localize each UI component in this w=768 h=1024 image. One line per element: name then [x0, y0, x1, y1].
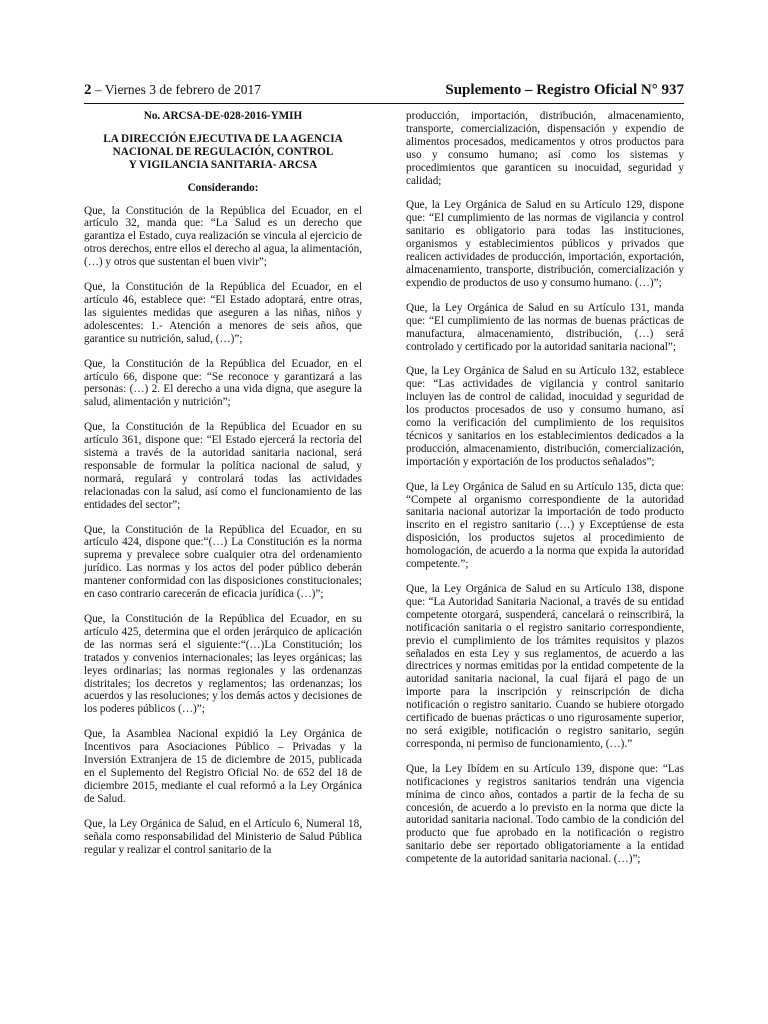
publication-title: Suplemento – Registro Oficial N° 937 — [445, 82, 684, 98]
issuing-authority — [84, 133, 362, 172]
whereas-paragraph: Que, la Constitución de la República del Ecuador, en el artículo 66, dispone que: “Se reconoce y garantizará a las personas: (…) 2. El derecho a una vida digna, que asegure la salud, alimentación y nutrición”; — [84, 357, 362, 409]
whereas-paragraph: Que, la Constitución de la República del Ecuador, en su artículo 424, dispone que:“(…) La Constitución es la norma suprema y prevalece sobre cualquier otra del ordenamiento jurídico. Las normas y los actos del poder público deberán mantener conformidad con las disposiciones constitucionales; en caso contrario carecerán de eficacia jurídica (…)”; — [84, 523, 362, 601]
authority-line: NACIONAL DE REGULACIÓN, CONTROL — [112, 145, 334, 158]
whereas-paragraph: Que, la Ley Ibídem en su Artículo 139, dispone que: “Las notificaciones y registros sanitarios tendrán una vigencia mínima de cinco años, contados a partir de la fecha de su concesión, de acuerdo a lo previsto en la norma que dicte la autoridad sanitaria nacional. Todo cambio de la condición del producto que fue aprobado en la notificación o registro sanitario debe ser reportado obligatoriamente a la entidad competente de la autoridad sanitaria nacional. (…)”; — [406, 762, 684, 866]
page-number: 2 — [84, 82, 92, 98]
document-number: No. ARCSA-DE-028-2016-YMIH — [143, 110, 303, 122]
publication-date: – Viernes 3 de febrero de 2017 — [94, 82, 262, 97]
page-header — [84, 82, 684, 102]
authority-line: Y VIGILANCIA SANITARIA- ARCSA — [128, 158, 318, 171]
whereas-paragraph: Que, la Constitución de la República del Ecuador, en el artículo 32, manda que: “La Salud es un derecho que garantiza el Estado, cuya realización se vincula al ejercicio de otros derechos, entre ellos el derecho al agua, la alimentación, (…) y otros que sustentan el buen vivir”; — [84, 204, 362, 269]
whereas-paragraph: Que, la Ley Orgánica de Salud en su Artículo 138, dispone que: “La Autoridad Sanitaria Nacional, a través de su entidad competente otorgará, suspenderá, cancelará o reinscribirá, la notificación sanitaria o el registro sanitario correspondiente, previo el cumplimiento de los trámites requisitos y plazos señalados en esta Ley y sus reglamentos, de acuerdo a las directrices y normas emitidas por la entidad competente de la autoridad sanitaria nacional, la cual fijará el pago de un importe para la inscripción y reinscripción de dicha notificación o registro sanitario. Cuando se hubiere otorgado certificado de buenas prácticas o uno rigurosamente superior, no será exigible, notificación o registro sanitario, según corresponda, ni permiso de funcionamiento, (…).” — [406, 583, 684, 750]
whereas-paragraph: Que, la Ley Orgánica de Salud en su Artículo 131, manda que: “El cumplimiento de las normas de buenas prácticas de manufactura, almacenamiento, distribución, (…) será controlado y certificado por la autoridad sanitaria nacional”; — [406, 301, 684, 353]
header-rule — [84, 103, 684, 104]
authority-line: LA DIRECCIÓN EJECUTIVA DE LA AGENCIA — [103, 132, 343, 145]
right-column — [406, 110, 684, 878]
whereas-paragraph: Que, la Ley Orgánica de Salud en su Artículo 135, dicta que: “Compete al organismo correspondiente de la autoridad sanitaria nacional autorizar la importación de todo producto inscrito en el registro sanitario (…) y Exceptúense de esta disposición, los productos sujetos al procedimiento de homologación, de acuerdo a la norma que expida la autoridad competente.”; — [406, 480, 684, 571]
whereas-paragraph: producción, importación, distribución, almacenamiento, transporte, comercialización, dispensación y expendio de alimentos procesados, medicamentos y otros productos para uso y consumo humano; así como los sistemas y procedimientos que garanticen su inocuidad, seguridad y calidad; — [406, 110, 684, 187]
whereas-paragraph: Que, la Ley Orgánica de Salud en su Artículo 129, dispone que: “El cumplimiento de las normas de vigilancia y control sanitario es obligatorio para todas las instituciones, organismos y establecimientos públicos y privados que realicen actividades de producción, importación, exportación, almacenamiento, transporte, distribución, comercialización y expendio de productos de uso y consumo humano. (…)”; — [406, 199, 684, 289]
whereas-paragraph: Que, la Constitución de la República del Ecuador, en su artículo 425, determina que el orden jerárquico de aplicación de las normas será el siguiente:“(…)La Constitución; los tratados y convenios internacionales; las leyes orgánicas; las leyes ordinarias; las normas regionales y las ordenanzas distritales; los decretos y reglamentos; las ordenanzas; los acuerdos y las resoluciones; y los demás actos y decisiones de los poderes públicos (…)”; — [84, 613, 362, 716]
whereas-paragraph: Que, la Asamblea Nacional expidió la Ley Orgánica de Incentivos para Asociaciones Público – Privadas y la Inversión Extranjera de 15 de diciembre de 2015, publicada en el Suplemento del Registro Oficial No. de 652 del 18 de diciembre 2015, mediante el cual reformó a la Ley Orgánica de Salud. — [84, 728, 362, 805]
whereas-paragraph: Que, la Constitución de la República del Ecuador en su artículo 361, dispone que: “El Estado ejercerá la rectoría del sistema a través de la autoridad sanitaria nacional, será responsable de formular la política nacional de salud, y normará, regulará y controlará todas las actividades relacionadas con la salud, así como el funcionamiento de las entidades del sector”; — [84, 421, 362, 511]
whereas-paragraph: Que, la Ley Orgánica de Salud en su Artículo 132, establece que: “Las actividades de vigilancia y control sanitario incluyen las de control de calidad, inocuidad y seguridad de los productos procesados de uso y consumo humano, así como la verificación del cumplimiento de los requisitos técnicos y sanitarios en los establecimientos dedicados a la producción, almacenamiento, distribución, comercialización, importación y exportación de los productos señalados”; — [406, 365, 684, 468]
whereas-paragraph: Que, la Ley Orgánica de Salud, en el Artículo 6, Numeral 18, señala como responsabilidad del Ministerio de Salud Pública regular y realizar el control sanitario de la — [84, 817, 362, 856]
header-left — [84, 82, 261, 99]
considering-heading: Considerando: — [187, 181, 259, 194]
whereas-paragraph: Que, la Constitución de la República del Ecuador, en el artículo 46, establece que: “El Estado adoptará, entre otras, las siguientes medidas que aseguren a las niñas, niños y adolescentes: 1.- Atención a menores de seis años, que garantice su nutrición, salud, (…)”; — [84, 281, 362, 345]
left-column — [84, 110, 362, 868]
